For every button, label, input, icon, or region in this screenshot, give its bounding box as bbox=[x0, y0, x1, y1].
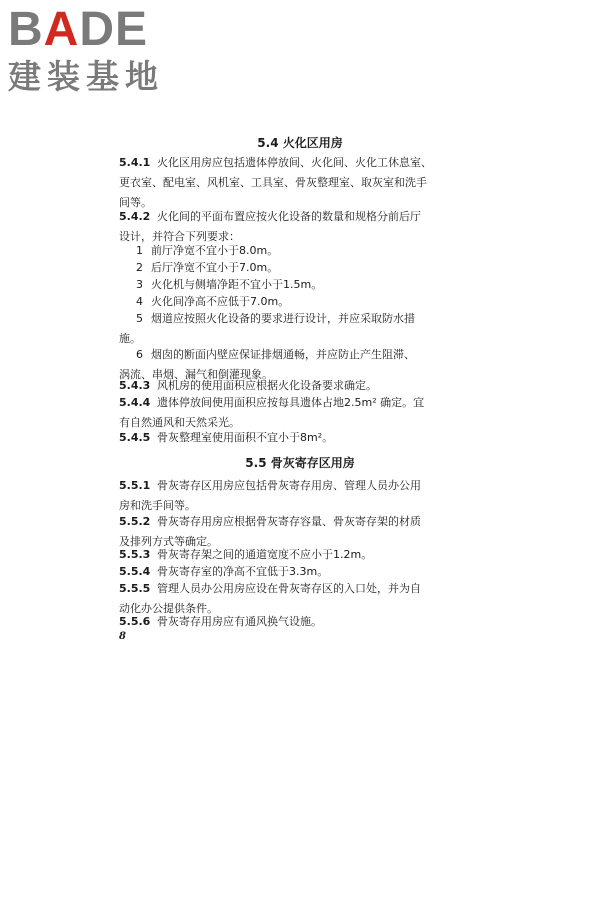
list-item: 4 火化间净高不应低于7.0m。 bbox=[136, 295, 290, 308]
list-item: 3 火化机与侧墙净距不宜小于1.5m。 bbox=[136, 278, 323, 291]
clause-5-5-3: 5.5.3 骨灰寄存架之间的通道宽度不应小于1.2m。 bbox=[119, 548, 373, 561]
clause-5-4-4: 5.4.4 遗体停放间使用面积应按每具遗体占地2.5m² 确定。宜 有自然通风和天然采光。 bbox=[119, 396, 425, 429]
clause-5-5-6: 5.5.6 骨灰寄存用房应有通风换气设施。 bbox=[119, 615, 322, 628]
logo-cjk-text: 建装基地 bbox=[8, 57, 164, 96]
logo-wordmark: BADE bbox=[8, 3, 149, 56]
clause-5-5-5: 5.5.5 管理人员办公用房应设在骨灰寄存区的入口处，并为自 动化办公提供条件。 bbox=[119, 582, 421, 615]
list-item: 1 前厅净宽不宜小于8.0m。 bbox=[136, 244, 279, 257]
clause-5-5-4: 5.5.4 骨灰寄存室的净高不宜低于3.3m。 bbox=[119, 565, 329, 578]
list-item: 5 烟道应按照火化设备的要求进行设计，并应采取防水措 施。 bbox=[119, 312, 415, 345]
list-item: 2 后厅净宽不宜小于7.0m。 bbox=[136, 261, 279, 274]
section-5-4-heading: 5.4 火化区用房 bbox=[257, 136, 343, 150]
clause-5-4-2: 5.4.2 火化间的平面布置应按火化设备的数量和规格分前后厅 设计，并符合下列要求： bbox=[119, 210, 421, 243]
section-5-5-heading: 5.5 骨灰寄存区用房 bbox=[245, 456, 355, 470]
bade-logo bbox=[8, 4, 164, 96]
clause-5-4-3: 5.4.3 风机房的使用面积应根据火化设备要求确定。 bbox=[119, 379, 377, 392]
clause-5-5-2: 5.5.2 骨灰寄存用房应根据骨灰寄存容量、骨灰寄存架的材质 及排列方式等确定。 bbox=[119, 515, 421, 548]
clause-5-5-1: 5.5.1 骨灰寄存区用房应包括骨灰寄存用房、管理人员办公用 房和洗手间等。 bbox=[119, 479, 421, 512]
clause-5-4-5: 5.4.5 骨灰整理室使用面积不宜小于8m²。 bbox=[119, 431, 334, 444]
list-item: 6 烟囱的断面内壁应保证排烟通畅，并应防止产生阻滞、 涡流、串烟、漏气和倒灌现象。 bbox=[119, 348, 415, 381]
clause-5-4-1: 5.4.1 火化区用房应包括遗体停放间、火化间、火化工休息室、 更衣室、配电室、风机室、工具室、骨灰整理室、取灰室和洗手 间等。 bbox=[119, 156, 432, 209]
page-number: 8 bbox=[119, 631, 126, 642]
